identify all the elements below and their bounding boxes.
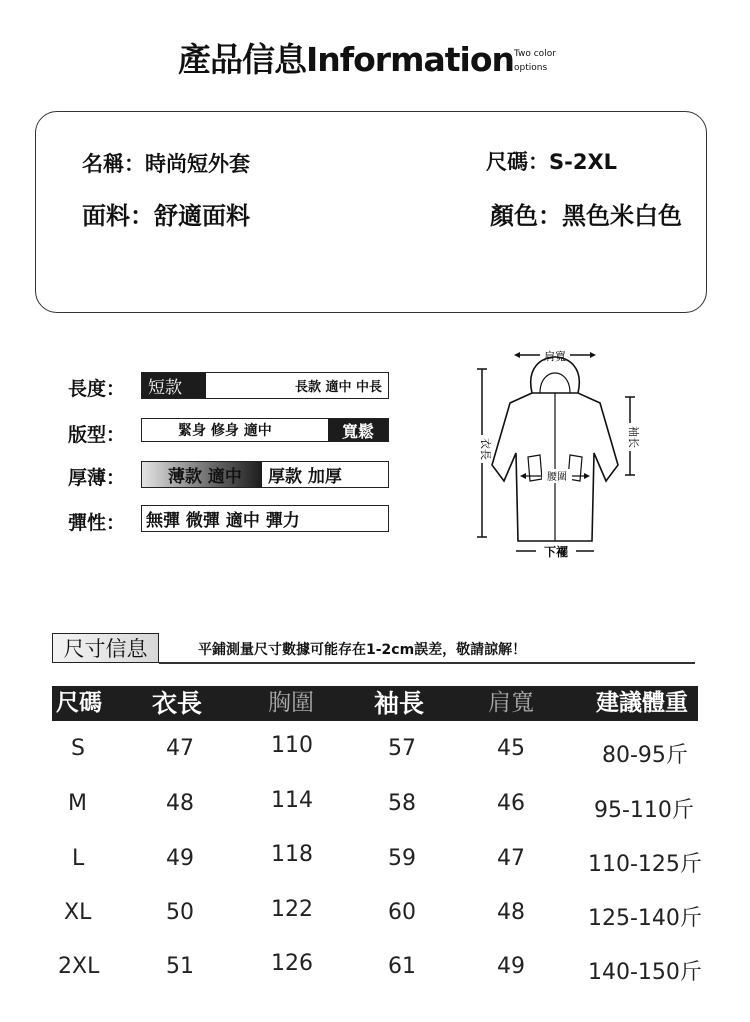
cell-chest: 126 bbox=[271, 951, 313, 976]
cell-shoulder: 46 bbox=[497, 791, 525, 816]
cell-size: L bbox=[72, 846, 85, 871]
thickness-option-thin: 薄款 適中 bbox=[142, 462, 262, 487]
cell-size: 2XL bbox=[58, 954, 100, 979]
cell-weight: 80-95斤 bbox=[602, 743, 688, 768]
cell-size: XL bbox=[64, 900, 92, 925]
product-name: 名稱：時尚短外套 bbox=[82, 152, 250, 176]
cell-length: 51 bbox=[166, 954, 194, 979]
header-size: 尺碼 bbox=[56, 690, 102, 716]
header-divider bbox=[159, 662, 695, 664]
cell-chest: 118 bbox=[271, 842, 313, 867]
cell-shoulder: 45 bbox=[497, 736, 525, 761]
length-option-short: 短款 bbox=[142, 373, 206, 398]
cell-chest: 114 bbox=[271, 788, 313, 813]
cell-weight: 110-125斤 bbox=[588, 852, 702, 877]
color-options-note bbox=[514, 47, 574, 75]
measurement-note: 平鋪測量尺寸數據可能存在1-2cm誤差，敬請諒解！ bbox=[198, 642, 527, 658]
fit-label: 版型： bbox=[68, 424, 126, 446]
thickness-bar bbox=[141, 461, 389, 488]
cell-shoulder: 48 bbox=[497, 900, 525, 925]
fit-bar bbox=[141, 418, 389, 442]
fit-option-others: 緊身 修身 適中 bbox=[178, 423, 272, 439]
header-length: 衣長 bbox=[152, 689, 203, 718]
color-options-line2: options bbox=[514, 63, 548, 73]
cell-weight: 140-150斤 bbox=[588, 960, 702, 985]
cell-size: S bbox=[71, 736, 85, 761]
length-measure-label: 衣長 bbox=[479, 438, 492, 460]
cell-length: 48 bbox=[166, 791, 194, 816]
elasticity-bar bbox=[141, 505, 389, 532]
cell-weight: 95-110斤 bbox=[594, 798, 694, 823]
header-chest: 胸圍 bbox=[268, 690, 314, 716]
product-fabric: 面料：舒適面料 bbox=[82, 202, 250, 230]
cell-length: 47 bbox=[166, 736, 194, 761]
elasticity-options: 無彈 微彈 適中 彈力 bbox=[146, 511, 300, 531]
header-shoulder: 肩寬 bbox=[488, 690, 534, 716]
size-table-header bbox=[52, 686, 698, 721]
hem-label: 下襬 bbox=[543, 545, 569, 559]
fit-option-loose: 寬鬆 bbox=[328, 419, 388, 441]
waist-label: 腰圍 bbox=[547, 472, 567, 483]
cell-sleeve: 61 bbox=[388, 954, 416, 979]
sleeve-measure-label: 袖长 bbox=[627, 426, 640, 448]
elasticity-label: 彈性： bbox=[68, 512, 126, 534]
length-label: 長度： bbox=[68, 378, 126, 400]
thickness-label: 厚薄： bbox=[68, 467, 126, 489]
product-size-range: 尺碼：S-2XL bbox=[486, 150, 618, 174]
cell-chest: 122 bbox=[271, 897, 313, 922]
cell-sleeve: 58 bbox=[388, 791, 416, 816]
shoulder-label: 肩寬 bbox=[544, 350, 566, 363]
length-option-others: 長款 適中 中長 bbox=[294, 380, 382, 395]
coat-measurement-diagram bbox=[470, 345, 640, 567]
cell-weight: 125-140斤 bbox=[588, 906, 702, 931]
size-info-tab: 尺寸信息 bbox=[52, 633, 159, 663]
product-color: 顏色：黑色米白色 bbox=[490, 202, 682, 230]
length-bar bbox=[141, 372, 389, 399]
cell-length: 50 bbox=[166, 900, 194, 925]
cell-length: 49 bbox=[166, 846, 194, 871]
cell-sleeve: 57 bbox=[388, 736, 416, 761]
cell-size: M bbox=[68, 791, 87, 816]
cell-shoulder: 47 bbox=[497, 846, 525, 871]
header-sleeve: 袖長 bbox=[374, 689, 425, 718]
cell-shoulder: 49 bbox=[497, 954, 525, 979]
cell-sleeve: 60 bbox=[388, 900, 416, 925]
header-weight: 建議體重 bbox=[596, 690, 688, 716]
page-title: 產品信息Information bbox=[178, 40, 514, 79]
size-chart-header bbox=[52, 633, 695, 663]
thickness-option-thick: 厚款 加厚 bbox=[268, 467, 342, 487]
cell-sleeve: 59 bbox=[388, 846, 416, 871]
cell-chest: 110 bbox=[271, 733, 313, 758]
color-options-line1: Two color bbox=[514, 49, 556, 59]
